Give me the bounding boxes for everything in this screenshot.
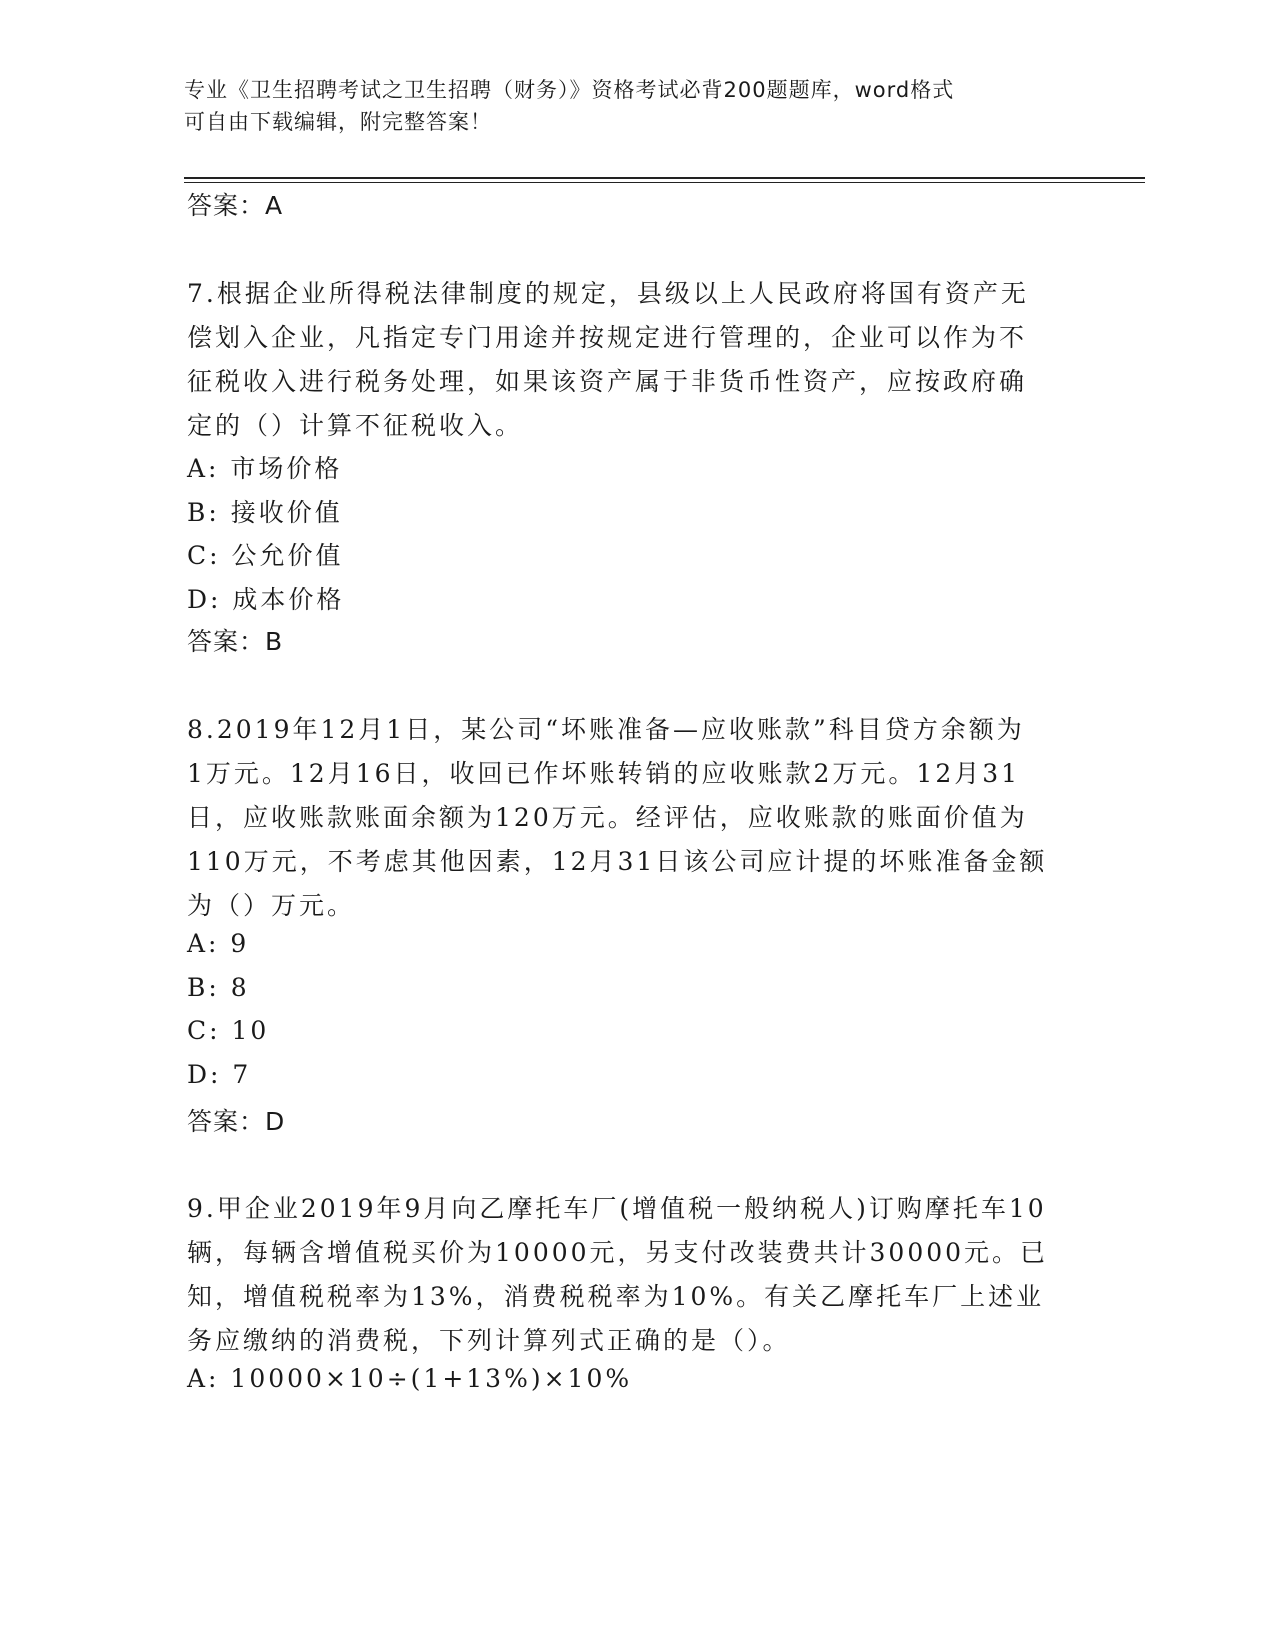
question-8-line-1: 8.2019年12月1日，某公司“坏账准备—应收账款”科目贷方余额为 (187, 715, 1025, 744)
answer-q6: 答案：A (187, 191, 284, 220)
header-divider-thick (184, 177, 1145, 179)
question-8-line-3: 日，应收账款账面余额为120万元。经评估，应收账款的账面价值为 (187, 803, 1028, 832)
question-9-option-a: A: 10000×10÷(1+13%)×10% (187, 1364, 633, 1393)
question-7-line-3: 征税收入进行税务处理，如果该资产属于非货币性资产，应按政府确 (187, 367, 1028, 396)
header-divider-thin (184, 182, 1145, 183)
question-8-option-d: D: 7 (187, 1060, 252, 1089)
question-8-option-a: A: 9 (187, 929, 250, 958)
question-7-line-2: 偿划入企业，凡指定专门用途并按规定进行管理的，企业可以作为不 (187, 323, 1028, 352)
question-7-option-a: A: 市场价格 (187, 454, 343, 483)
question-8-line-4: 110万元，不考虑其他因素，12月31日该公司应计提的坏账准备金额 (187, 847, 1048, 876)
question-7-option-d: D: 成本价格 (187, 585, 345, 614)
document-header (184, 74, 1064, 138)
header-line-1: 专业《卫生招聘考试之卫生招聘（财务）》资格考试必背200题题库，word格式 (184, 78, 955, 102)
question-9-line-2: 辆，每辆含增值税买价为10000元，另支付改装费共计30000元。已 (187, 1238, 1049, 1267)
question-9-line-3: 知，增值税税率为13%，消费税税率为10%。有关乙摩托车厂上述业 (187, 1282, 1045, 1311)
question-9-line-1: 9.甲企业2019年9月向乙摩托车厂(增值税一般纳税人)订购摩托车10 (187, 1194, 1047, 1223)
question-7-line-4: 定的（）计算不征税收入。 (187, 411, 524, 440)
question-7-option-b: B: 接收价值 (187, 498, 343, 527)
question-8-line-2: 1万元。12月16日，收回已作坏账转销的应收账款2万元。12月31 (187, 759, 1021, 788)
question-8-line-5: 为（）万元。 (187, 891, 356, 920)
question-7-option-c: C: 公允价值 (187, 541, 344, 570)
answer-q7: 答案：B (187, 627, 284, 656)
header-line-2: 可自由下载编辑，附完整答案！ (184, 110, 492, 134)
question-8-option-b: B: 8 (187, 973, 250, 1002)
answer-q8: 答案：D (187, 1107, 286, 1136)
question-8-option-c: C: 10 (187, 1016, 270, 1045)
question-7-line-1: 7.根据企业所得税法律制度的规定，县级以上人民政府将国有资产无 (187, 279, 1029, 308)
question-9-line-4: 务应缴纳的消费税，下列计算列式正确的是（）。 (187, 1326, 791, 1355)
